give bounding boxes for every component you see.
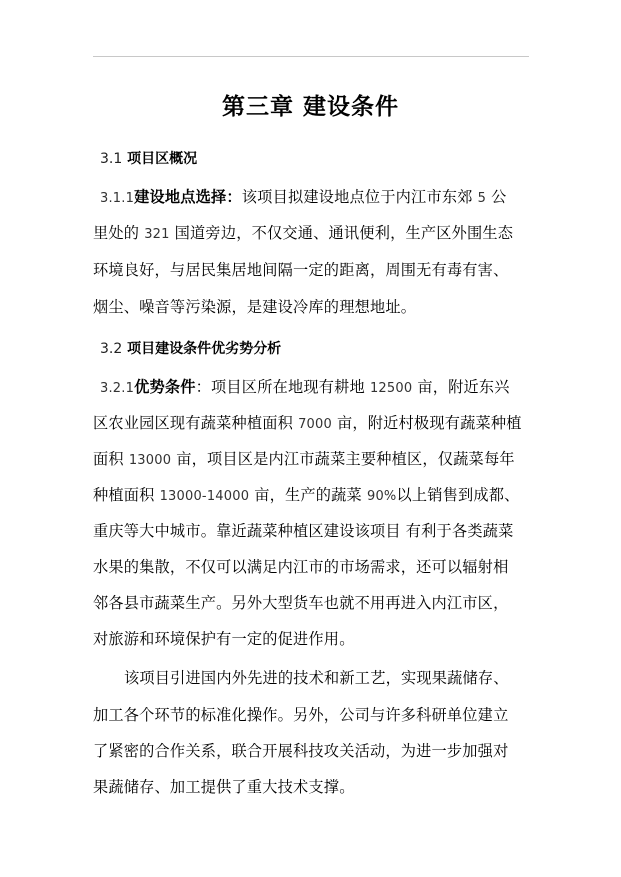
number: 13000-14000 <box>159 489 250 504</box>
text: 里处的 <box>93 224 145 242</box>
subsection-lead: 建设地点选择： <box>134 188 242 206</box>
paragraph-line: 加工各个环节的标准化操作。另外，公司与许多科研单位建立 <box>93 706 509 724</box>
subsection-number: 3.2.1 <box>100 381 135 396</box>
number: 90% <box>366 489 397 504</box>
paragraph-line: 该项目引进国内外先进的技术和新工艺，实现果蔬储存、 <box>124 669 509 687</box>
section-title: 项目建设条件优劣势分析 <box>127 341 282 357</box>
text: 种植面积 <box>93 486 160 504</box>
paragraph-line <box>93 448 515 469</box>
section-title: 项目区概况 <box>127 151 198 167</box>
section-heading-3-1 <box>100 148 197 168</box>
paragraph-line <box>93 222 513 243</box>
subsection-number: 3.1.1 <box>100 191 135 206</box>
text: 国道旁边，不仅交通、通讯便利，生产区外围生态 <box>169 224 514 242</box>
text: 亩，生产的蔬菜 <box>249 486 367 504</box>
paragraph-line: 烟尘、噪音等污染源，是建设冷库的理想地址。 <box>93 298 417 316</box>
chapter-title: 第三章 建设条件 <box>221 94 399 120</box>
text: 该项目拟建设地点位于内江市东郊 <box>241 188 478 206</box>
paragraph-line <box>100 376 510 397</box>
paragraph-line: 了紧密的合作关系，联合开展科技攻关活动，为进一步加强对 <box>93 742 509 760</box>
paragraph-line: 重庆等大中城市。靠近蔬菜种植区建设该项目 有利于各类蔬菜 <box>93 522 514 540</box>
number: 13000 <box>128 453 172 468</box>
number: 12500 <box>369 381 413 396</box>
text: 亩，项目区是内江市蔬菜主要种植区，仅蔬菜每年 <box>171 450 515 468</box>
text: 面积 <box>93 450 129 468</box>
paragraph-line <box>93 484 520 505</box>
text: 亩，附近东兴 <box>412 378 510 396</box>
section-number: 3.2 <box>100 341 123 357</box>
paragraph-line: 对旅游和环境保护有一定的促进作用。 <box>93 630 355 648</box>
subsection-lead: 优势条件 <box>134 378 196 396</box>
section-number: 3.1 <box>100 151 123 167</box>
text: ：项目区所在地现有耕地 <box>195 378 370 396</box>
text: 亩，附近村极现有蔬菜种植 <box>331 414 522 432</box>
number: 5 <box>477 191 487 206</box>
text: 以上销售到成都、 <box>396 486 520 504</box>
paragraph-line <box>93 412 522 433</box>
paragraph-line: 水果的集散，不仅可以满足内江市的市场需求，还可以辐射相 <box>93 558 509 576</box>
header-rule <box>93 56 529 57</box>
paragraph-line: 果蔬储存、加工提供了重大技术支撑。 <box>93 778 355 796</box>
section-heading-3-2 <box>100 338 281 358</box>
number: 7000 <box>298 417 332 432</box>
text: 公 <box>486 188 507 206</box>
paragraph-line: 邻各县市蔬菜生产。另外大型货车也就不用再进入内江市区， <box>93 594 509 612</box>
text: 区农业园区现有蔬菜种植面积 <box>93 414 299 432</box>
number: 321 <box>144 227 170 242</box>
paragraph-line <box>100 186 507 207</box>
paragraph-line: 环境良好，与居民集居地间隔一定的距离，周围无有毒有害、 <box>93 261 509 279</box>
